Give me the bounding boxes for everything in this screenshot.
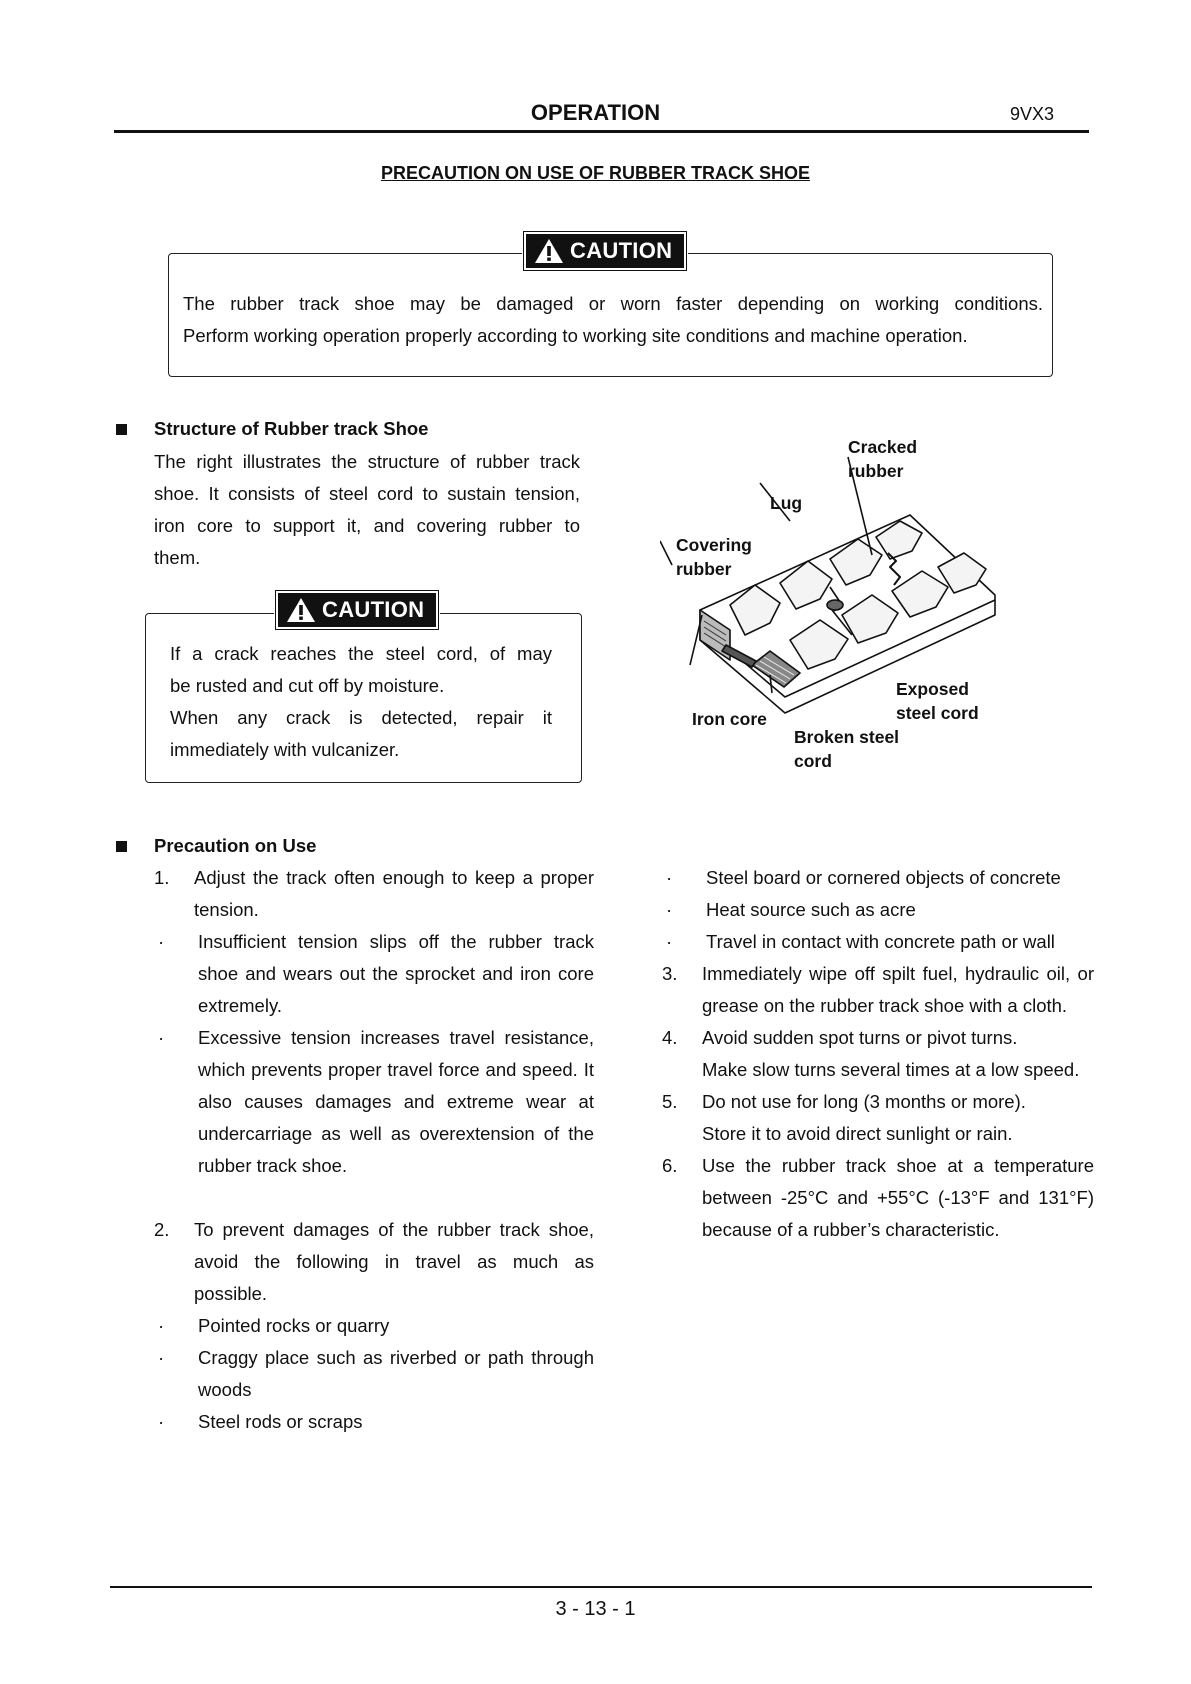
- label-broken-steel-cord-1: Broken steel: [794, 727, 900, 747]
- caution-label: CAUTION: [570, 238, 673, 263]
- item-text: Steel board or cornered objects of concrete: [706, 867, 1061, 888]
- precaution-left-list: [154, 862, 594, 1438]
- item-text: Pointed rocks or quarry: [198, 1315, 390, 1336]
- list-item: [662, 894, 1094, 926]
- item-text: Store it to avoid direct sunlight or rain.: [702, 1123, 1013, 1144]
- structure-caution-line-3: When any crack is detected, repair it: [170, 707, 552, 728]
- list-item: [154, 1406, 594, 1438]
- main-caution-box: [168, 253, 1053, 377]
- square-bullet-icon: [116, 424, 127, 435]
- list-item: [662, 926, 1094, 958]
- item-marker: ·: [158, 1315, 165, 1336]
- list-item: [154, 1214, 594, 1310]
- main-caution-badge-wrap: [522, 234, 688, 268]
- square-bullet-icon: [116, 841, 127, 852]
- item-text: Craggy place such as riverbed or path through woods: [198, 1347, 594, 1400]
- warning-icon: [534, 237, 564, 265]
- list-item: [662, 1054, 1094, 1086]
- list-item: [154, 1022, 594, 1182]
- label-broken-steel-cord-2: cord: [794, 751, 832, 771]
- section-title: PRECAUTION ON USE OF RUBBER TRACK SHOE: [380, 163, 811, 183]
- label-exposed-steel-cord-2: steel cord: [896, 703, 979, 723]
- item-marker: ·: [158, 1411, 165, 1432]
- item-text: Steel rods or scraps: [198, 1411, 363, 1432]
- item-marker: ·: [158, 1027, 165, 1048]
- list-item: [662, 862, 1094, 894]
- label-iron-core: Iron core: [692, 709, 767, 729]
- label-cracked-rubber-2: rubber: [848, 461, 904, 481]
- list-item: [154, 1342, 594, 1406]
- structure-caution-line-1: If a crack reaches the steel cord, of may: [170, 643, 552, 664]
- footer-rule: [110, 1586, 1092, 1588]
- structure-caution-line-2: be rusted and cut off by moisture.: [170, 675, 445, 696]
- label-lug: Lug: [770, 493, 803, 513]
- list-item: [662, 958, 1094, 1022]
- main-caution-line-1: The rubber track shoe may be damaged or worn faster depending on working conditions.: [183, 293, 1043, 314]
- list-item: [154, 1310, 594, 1342]
- structure-caution-box: [145, 613, 582, 783]
- item-marker: ·: [158, 1347, 165, 1368]
- label-covering-rubber-2: rubber: [676, 559, 732, 579]
- list-item: [662, 1118, 1094, 1150]
- structure-caution-badge: [278, 593, 436, 627]
- item-marker: 6.: [662, 1155, 678, 1176]
- page-number: 3 - 13 - 1: [555, 1598, 636, 1620]
- item-text: Adjust the track often enough to keep a proper tension.: [194, 867, 594, 920]
- item-marker: ·: [666, 899, 673, 920]
- item-text: Heat source such as acre: [706, 899, 916, 920]
- structure-caution-badge-wrap: [274, 593, 440, 627]
- warning-icon: [286, 596, 316, 624]
- item-text: Make slow turns several times at a low speed.: [702, 1059, 1080, 1080]
- item-text: Insufficient tension slips off the rubber track shoe and wears out the sprocket and iron core extremely.: [198, 931, 594, 1016]
- structure-line-1: The right illustrates the structure of rubber track: [154, 451, 580, 472]
- item-marker: [662, 1054, 702, 1086]
- list-item: [662, 1086, 1094, 1118]
- item-text: Immediately wipe off spilt fuel, hydraulic oil, or grease on the rubber track shoe with a cloth.: [702, 963, 1094, 1016]
- header-rule: [114, 130, 1089, 133]
- label-exposed-steel-cord-1: Exposed: [896, 679, 969, 699]
- item-marker: 5.: [662, 1091, 678, 1112]
- structure-line-3: iron core to support it, and covering rubber to: [154, 515, 580, 536]
- precaution-heading: Precaution on Use: [154, 835, 317, 856]
- item-text: Excessive tension increases travel resistance, which prevents proper travel force and speed. It also causes damages and extreme wear at undercarriage as well as overextension of the rubber track shoe.: [198, 1027, 594, 1176]
- item-text: Travel in contact with concrete path or wall: [706, 931, 1055, 952]
- item-marker: 3.: [662, 963, 678, 984]
- label-covering-rubber-1: Covering: [676, 535, 752, 555]
- item-marker: [662, 1118, 702, 1150]
- item-marker: 1.: [154, 867, 170, 888]
- list-item: [154, 862, 594, 926]
- item-marker: ·: [666, 867, 673, 888]
- item-text: Use the rubber track shoe at a temperature between -25°C and +55°C (-13°F and 131°F) because of a rubber’s characteristic.: [702, 1155, 1094, 1240]
- item-text: To prevent damages of the rubber track shoe, avoid the following in travel as much as possible.: [194, 1219, 594, 1304]
- label-cracked-rubber-1: Cracked: [848, 437, 918, 457]
- caution-label: CAUTION: [322, 597, 425, 622]
- structure-caution-line-4: immediately with vulcanizer.: [170, 739, 400, 760]
- main-caution-line-2: Perform working operation properly according to working site conditions and machine operation.: [183, 325, 968, 346]
- list-item: [662, 1022, 1094, 1054]
- page-title: OPERATION: [530, 100, 661, 125]
- item-text: Do not use for long (3 months or more).: [702, 1091, 1026, 1112]
- item-marker: ·: [666, 931, 673, 952]
- item-marker: ·: [158, 931, 165, 952]
- item-marker: 4.: [662, 1027, 678, 1048]
- item-text: Avoid sudden spot turns or pivot turns.: [702, 1027, 1018, 1048]
- structure-line-2: shoe. It consists of steel cord to sustain tension,: [154, 483, 580, 504]
- list-item: [662, 1150, 1094, 1246]
- list-item: [154, 926, 594, 1022]
- structure-line-4: them.: [154, 547, 201, 568]
- precaution-right-list: [662, 862, 1094, 1246]
- item-marker: 2.: [154, 1219, 170, 1240]
- rubber-track-figure: [660, 435, 1010, 785]
- main-caution-badge: [526, 234, 684, 268]
- model-code: 9VX3: [1010, 104, 1055, 124]
- structure-heading: Structure of Rubber track Shoe: [154, 418, 429, 439]
